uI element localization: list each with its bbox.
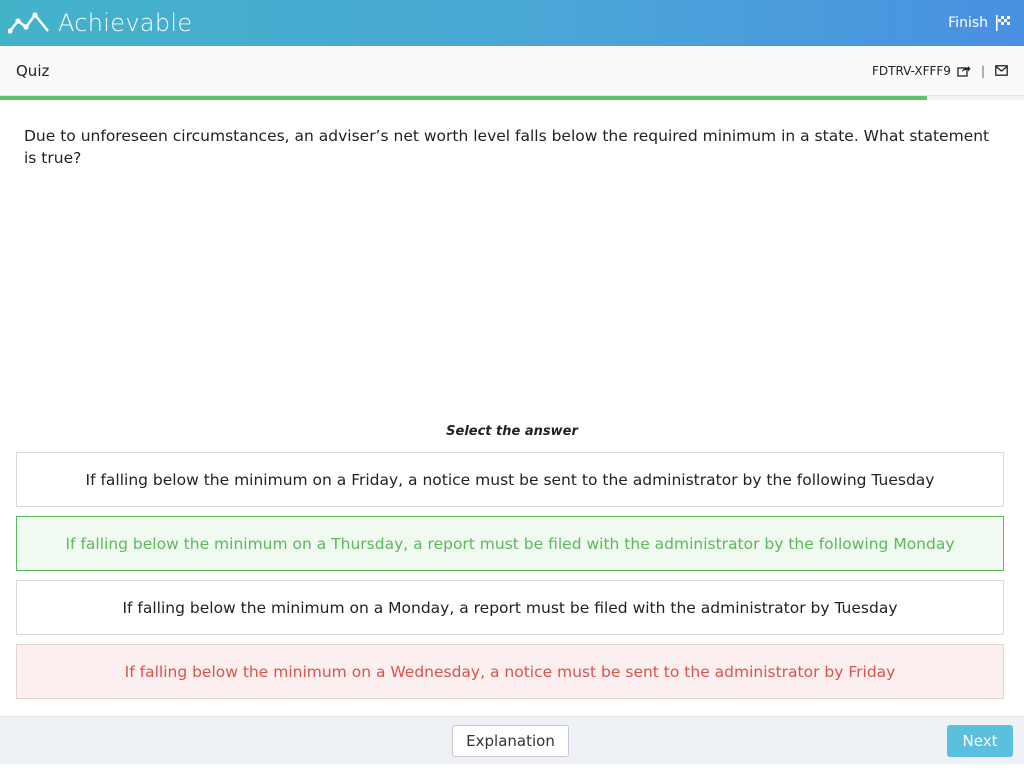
finish-label: Finish bbox=[948, 15, 988, 31]
footer-bar bbox=[0, 716, 1024, 764]
top-bar bbox=[0, 0, 1024, 46]
answer-option-3[interactable]: If falling below the minimum on a Monday, a report must be filed with the administrator by Tuesday bbox=[16, 580, 1004, 635]
checkered-flag-icon bbox=[994, 14, 1012, 32]
quiz-header bbox=[0, 46, 1024, 96]
question-text: Due to unforeseen circumstances, an adviser’s net worth level falls below the required minimum in a state. What statement is true? bbox=[24, 127, 990, 167]
answer-option-4[interactable]: If falling below the minimum on a Wednesday, a notice must be sent to the administrator by Friday bbox=[16, 644, 1004, 699]
next-button[interactable]: Next bbox=[947, 725, 1013, 757]
brand-name: Achievable bbox=[58, 9, 193, 37]
answer-list bbox=[16, 452, 1004, 708]
achievable-logo-icon bbox=[8, 11, 50, 35]
question-id: FDTRV-XFFF9 bbox=[871, 63, 951, 78]
brand[interactable] bbox=[8, 9, 192, 37]
page-title: Quiz bbox=[16, 61, 50, 80]
answer-option-1[interactable]: If falling below the minimum on a Friday, a notice must be sent to the administrator by the following Tuesday bbox=[16, 452, 1004, 507]
finish-button[interactable] bbox=[948, 14, 1012, 32]
share-icon[interactable] bbox=[957, 64, 971, 77]
answer-prompt: Select the answer bbox=[446, 424, 578, 439]
envelope-icon[interactable] bbox=[995, 65, 1008, 76]
progress-fill bbox=[0, 96, 927, 100]
separator: | bbox=[980, 63, 985, 78]
progress-bar bbox=[0, 96, 1024, 100]
answer-option-2[interactable]: If falling below the minimum on a Thursday, a report must be filed with the administrator by the following Monday bbox=[16, 516, 1004, 571]
explanation-button[interactable]: Explanation bbox=[452, 725, 569, 757]
question-tools bbox=[872, 64, 1008, 78]
